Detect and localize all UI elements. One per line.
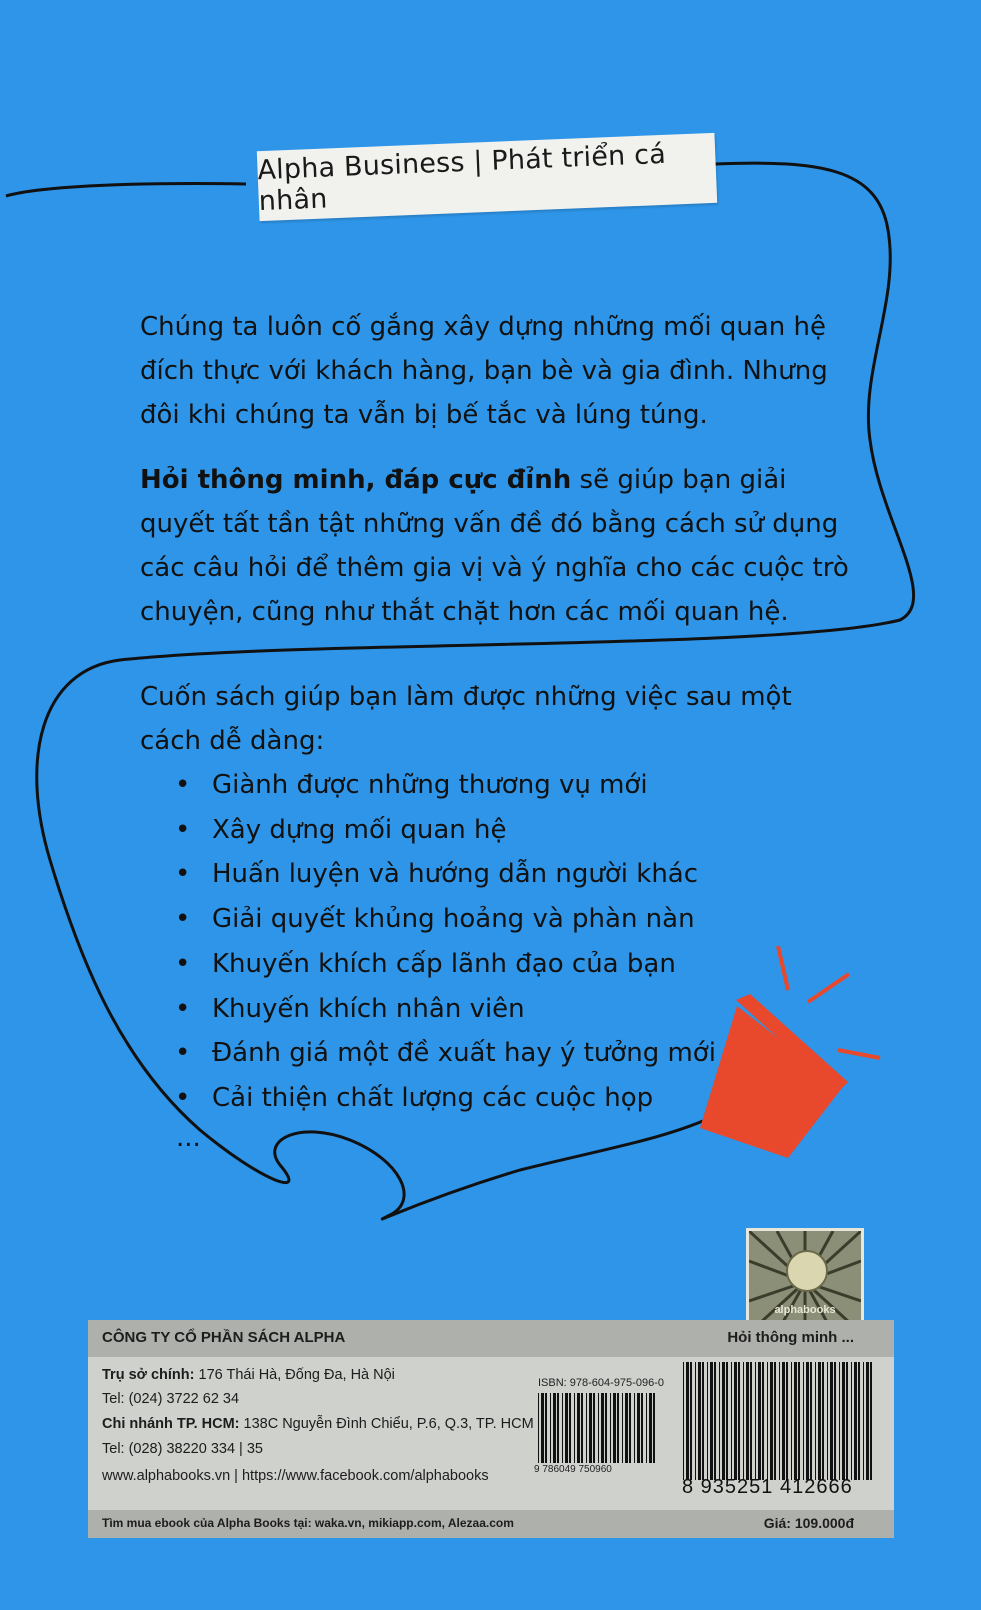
barcode-bar: [577, 1393, 580, 1463]
barcode-bar: [750, 1362, 752, 1480]
barcode-bar: [767, 1362, 768, 1480]
barcode-bar: [863, 1362, 864, 1480]
barcode-bar: [625, 1393, 628, 1463]
barcode-bar: [738, 1362, 740, 1480]
barcode-bar: [550, 1393, 551, 1463]
barcode-bar: [698, 1362, 701, 1480]
barcode-bar: [830, 1362, 833, 1480]
barcode-bar: [762, 1362, 764, 1480]
barcode-bar: [646, 1393, 647, 1463]
ebook-stores-line: Tìm mua ebook của Alpha Books tại: waka.vn, mikiapp.com, Alezaa.com: [102, 1516, 514, 1530]
barcode-bar: [710, 1362, 713, 1480]
barcode-bar: [541, 1393, 544, 1463]
barcode-bar: [545, 1393, 547, 1463]
bullet-icon: •: [175, 859, 191, 890]
barcode-bar: [686, 1362, 689, 1480]
hq-tel-line: Tel: (024) 3722 62 34: [102, 1391, 240, 1407]
publisher-info-box: [88, 1320, 894, 1538]
barcode-bar: [722, 1362, 725, 1480]
bullet-icon: •: [175, 1038, 191, 1069]
barcode-bar: [791, 1362, 792, 1480]
barcode-bar: [610, 1393, 611, 1463]
bullet-icon: •: [175, 814, 191, 845]
barcode-bar: [842, 1362, 845, 1480]
barcode-bar: [755, 1362, 756, 1480]
ean-barcode: [683, 1362, 873, 1480]
intro-paragraph: Chúng ta luôn cố gắng xây dựng những mối quan hệ đích thực với khách hàng, bạn bè và gia đình. Nhưng đôi khi chúng ta vẫn bị bế tắc và lúng túng.: [140, 312, 828, 430]
bullet-icon: •: [175, 770, 191, 800]
barcode-bar: [565, 1393, 568, 1463]
globe-icon: [787, 1251, 827, 1291]
barcode-bar: [601, 1393, 604, 1463]
barcode-bar: [854, 1362, 857, 1480]
barcode-bar: [803, 1362, 804, 1480]
barcode-bar: [553, 1393, 556, 1463]
barcode-bar: [598, 1393, 599, 1463]
barcode-bar: [743, 1362, 744, 1480]
list-ellipsis: ...: [176, 1123, 201, 1153]
list-item: • Khuyến khích cấp lãnh đạo của bạn: [175, 942, 716, 987]
barcode-bar: [581, 1393, 583, 1463]
barcode-bar: [798, 1362, 800, 1480]
barcode-bar: [758, 1362, 761, 1480]
ean-barcode-digits: 8 935251 412666: [682, 1476, 853, 1498]
barcode-bar: [586, 1393, 587, 1463]
barcode-bar: [538, 1393, 539, 1463]
sound-line-1: [778, 946, 788, 990]
book-summary-paragraph: [140, 458, 852, 634]
summary-text: sẽ giúp bạn giải quyết tất tần tật những vấn đề đó bằng cách sử dụng các câu hỏi để thêm gia vị và ý nghĩa cho các cuộc trò chuyện, cũng như thắt chặt hơn các mối quan hệ.: [140, 465, 849, 627]
barcode-bar: [786, 1362, 788, 1480]
isbn-barcode: [538, 1393, 660, 1463]
barcode-bar: [593, 1393, 595, 1463]
barcode-bar: [569, 1393, 571, 1463]
hq-address-line: Trụ sở chính: 176 Thái Hà, Đống Đa, Hà Nội: [102, 1367, 395, 1383]
benefits-intro-paragraph: Cuốn sách giúp bạn làm được những việc sau một cách dễ dàng:: [140, 682, 792, 756]
barcode-bar: [818, 1362, 821, 1480]
barcode-bar: [815, 1362, 816, 1480]
barcode-bar: [839, 1362, 840, 1480]
book-title-bold: Hỏi thông minh, đáp cực đỉnh: [140, 465, 572, 495]
barcode-bar: [858, 1362, 860, 1480]
barcode-bar: [613, 1393, 616, 1463]
bullet-icon: •: [175, 1082, 191, 1113]
benefits-list: [175, 763, 716, 1121]
list-item: • Giải quyết khủng hoảng và phàn nàn: [175, 897, 716, 942]
isbn-label: ISBN: 978-604-975-096-0: [538, 1377, 664, 1389]
list-item: • Đánh giá một đề xuất hay ý tưởng mới: [175, 1031, 716, 1076]
list-item: • Cải thiện chất lượng các cuộc họp: [175, 1076, 716, 1121]
barcode-bar: [649, 1393, 652, 1463]
hologram-pattern: [749, 1231, 861, 1333]
barcode-bar: [562, 1393, 563, 1463]
list-item: • Huấn luyện và hướng dẫn người khác: [175, 852, 716, 897]
price-label: Giá: 109.000đ: [763, 1515, 854, 1531]
barcode-bar: [629, 1393, 631, 1463]
barcode-bar: [622, 1393, 623, 1463]
barcode-bar: [774, 1362, 776, 1480]
bullet-icon: •: [175, 993, 191, 1024]
branch-address-line: Chi nhánh TP. HCM: 138C Nguyễn Đình Chiểu, P.6, Q.3, TP. HCM: [102, 1416, 534, 1432]
barcode-bar: [851, 1362, 852, 1480]
barcode-bar: [822, 1362, 824, 1480]
barcode-bar: [770, 1362, 773, 1480]
bullet-icon: •: [175, 948, 191, 979]
barcode-bar: [810, 1362, 812, 1480]
barcode-bar: [690, 1362, 692, 1480]
barcode-bar: [794, 1362, 797, 1480]
svg-text:alphabooks: [774, 1304, 835, 1316]
barcode-bar: [779, 1362, 780, 1480]
barcode-bar: [714, 1362, 716, 1480]
barcode-bar: [557, 1393, 559, 1463]
bullet-icon: •: [175, 904, 191, 935]
barcode-bar: [746, 1362, 749, 1480]
publisher-company: CÔNG TY CỔ PHẦN SÁCH ALPHA: [102, 1329, 346, 1346]
list-item: • Xây dựng mối quan hệ: [175, 808, 716, 853]
barcode-bar: [719, 1362, 720, 1480]
barcode-bar: [589, 1393, 592, 1463]
barcode-bar: [827, 1362, 828, 1480]
category-label-text: Alpha Business | Phát triển cá nhân: [256, 138, 667, 218]
branch-tel-line: Tel: (028) 38220 334 | 35: [102, 1441, 263, 1457]
barcode-bar: [702, 1362, 704, 1480]
barcode-bar: [683, 1362, 684, 1480]
barcode-bar: [870, 1362, 872, 1480]
barcode-bar: [653, 1393, 655, 1463]
isbn-barcode-digits: 9 786049 750960: [534, 1464, 612, 1475]
barcode-bar: [782, 1362, 785, 1480]
barcode-bar: [605, 1393, 607, 1463]
list-item: • Khuyến khích nhân viên: [175, 987, 716, 1032]
barcode-bar: [641, 1393, 643, 1463]
barcode-bar: [695, 1362, 696, 1480]
barcode-bar: [637, 1393, 640, 1463]
stamp-brand-text: alphabooks: [774, 1304, 836, 1316]
barcode-bar: [574, 1393, 575, 1463]
barcode-bar: [634, 1393, 635, 1463]
barcode-bar: [731, 1362, 732, 1480]
book-short-title: Hỏi thông minh ...: [727, 1329, 854, 1346]
barcode-bar: [734, 1362, 737, 1480]
barcode-bar: [834, 1362, 836, 1480]
barcode-bar: [707, 1362, 708, 1480]
sound-line-3: [838, 1050, 880, 1058]
barcode-bar: [617, 1393, 619, 1463]
web-links-line: www.alphabooks.vn | https://www.facebook.com/alphabooks: [102, 1468, 489, 1484]
barcode-bar: [806, 1362, 809, 1480]
barcode-bar: [866, 1362, 869, 1480]
list-item: • Giành được những thương vụ mới: [175, 763, 716, 808]
sound-line-2: [808, 974, 849, 1002]
barcode-bar: [726, 1362, 728, 1480]
barcode-bar: [846, 1362, 848, 1480]
